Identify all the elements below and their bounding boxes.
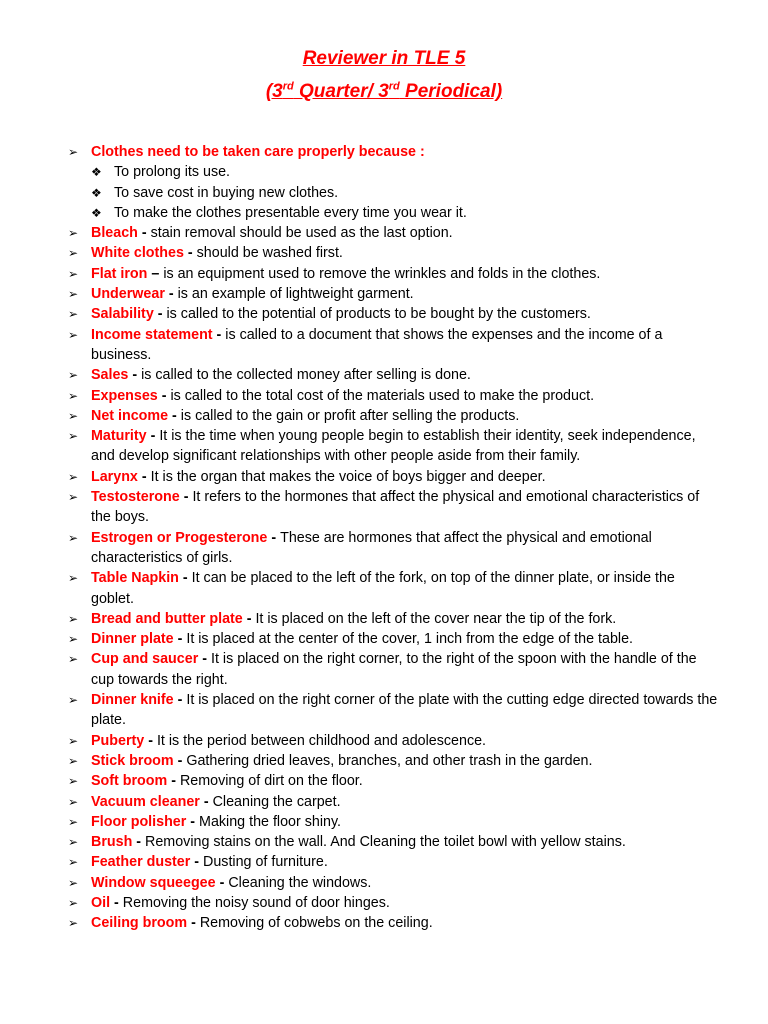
term-separator: - bbox=[173, 631, 187, 648]
term-list bbox=[68, 142, 718, 934]
term-label: Feather duster bbox=[91, 854, 191, 871]
arrow-bullet-icon: ➢ bbox=[68, 794, 79, 809]
term-label: Bread and butter plate bbox=[91, 610, 243, 627]
term-separator: - bbox=[186, 813, 200, 830]
term-definition: Removing the noisy sound of door hinges. bbox=[122, 894, 390, 911]
term-separator: - bbox=[215, 874, 229, 891]
list-item bbox=[68, 264, 718, 284]
arrow-bullet-icon: ➢ bbox=[68, 469, 79, 484]
term-definition: is an example of lightweight garment. bbox=[177, 286, 414, 303]
term-separator: - bbox=[267, 529, 281, 546]
list-item bbox=[68, 406, 718, 426]
term-separator: - bbox=[153, 306, 167, 323]
term-definition: It is placed on the left of the cover near the tip of the fork. bbox=[255, 610, 617, 627]
term-definition: Gathering dried leaves, branches, and other trash in the garden. bbox=[186, 752, 593, 769]
list-item bbox=[68, 832, 718, 852]
term-separator: - bbox=[178, 570, 192, 587]
subtitle-close: Periodical) bbox=[399, 81, 503, 102]
term-definition: These are hormones that affect the physical and emotional characteristics of girls. bbox=[91, 529, 652, 566]
term-label: Sales bbox=[91, 367, 129, 384]
list-item bbox=[68, 913, 718, 933]
term-label: Floor polisher bbox=[91, 813, 187, 830]
reason-text: To make the clothes presentable every time you wear it. bbox=[114, 204, 467, 221]
term-label: Flat iron bbox=[91, 265, 148, 282]
term-label: Maturity bbox=[91, 428, 147, 445]
term-separator: – bbox=[147, 265, 164, 282]
term-separator: - bbox=[212, 326, 226, 343]
diamond-bullet-icon: ❖ bbox=[91, 185, 102, 200]
list-item bbox=[68, 629, 718, 649]
arrow-bullet-icon: ➢ bbox=[68, 266, 79, 281]
list-item bbox=[68, 649, 718, 690]
arrow-bullet-icon: ➢ bbox=[68, 693, 79, 708]
list-item bbox=[68, 731, 718, 751]
term-definition: It is the time when young people begin to establish their identity, seek independence, and develop significant relationships with other people aside from their family. bbox=[91, 428, 696, 465]
list-item bbox=[68, 690, 718, 731]
term-definition: Dusting of furniture. bbox=[203, 854, 328, 871]
reason-item bbox=[91, 203, 718, 223]
arrow-bullet-icon: ➢ bbox=[68, 774, 79, 789]
term-definition: should be washed first. bbox=[196, 245, 343, 262]
arrow-bullet-icon: ➢ bbox=[68, 611, 79, 626]
term-separator: - bbox=[198, 651, 211, 668]
term-label: Soft broom bbox=[91, 773, 168, 790]
arrow-bullet-icon: ➢ bbox=[68, 368, 79, 383]
term-definition: is called to the collected money after selling is done. bbox=[141, 367, 471, 384]
list-item bbox=[68, 243, 718, 263]
arrow-bullet-icon: ➢ bbox=[68, 652, 79, 667]
diamond-bullet-icon: ❖ bbox=[91, 165, 102, 180]
term-label: Cup and saucer bbox=[91, 651, 199, 668]
term-definition: is called to the gain or profit after selling the products. bbox=[180, 407, 520, 424]
title-block bbox=[0, 46, 768, 105]
list-item bbox=[68, 365, 718, 385]
term-separator: - bbox=[110, 894, 123, 911]
term-separator: - bbox=[173, 692, 187, 709]
list-item bbox=[68, 304, 718, 324]
arrow-bullet-icon: ➢ bbox=[68, 875, 79, 890]
arrow-bullet-icon: ➢ bbox=[68, 246, 79, 261]
term-label: Underwear bbox=[91, 286, 165, 303]
reason-item bbox=[91, 162, 718, 182]
term-definition: It refers to the hormones that affect the physical and emotional characteristics of the boys. bbox=[91, 489, 700, 526]
list-item bbox=[68, 487, 718, 528]
term-definition: Removing of cobwebs on the ceiling. bbox=[199, 915, 433, 932]
term-label: Dinner knife bbox=[91, 692, 174, 709]
arrow-bullet-icon: ➢ bbox=[68, 895, 79, 910]
list-item bbox=[68, 751, 718, 771]
term-separator: - bbox=[168, 407, 181, 424]
term-separator: - bbox=[144, 732, 157, 749]
arrow-bullet-icon: ➢ bbox=[68, 632, 79, 647]
arrow-bullet-icon: ➢ bbox=[68, 814, 79, 829]
reason-list bbox=[91, 162, 718, 223]
list-item bbox=[68, 852, 718, 872]
term-definition: Cleaning the windows. bbox=[228, 874, 372, 891]
term-definition: Removing stains on the wall. And Cleaning the toilet bowl with yellow stains. bbox=[145, 834, 626, 851]
term-separator: - bbox=[146, 428, 160, 445]
reason-text: To prolong its use. bbox=[114, 164, 231, 181]
arrow-bullet-icon: ➢ bbox=[68, 855, 79, 870]
arrow-bullet-icon: ➢ bbox=[68, 327, 79, 342]
term-definition: Removing of dirt on the floor. bbox=[179, 773, 363, 790]
list-item bbox=[68, 467, 718, 487]
term-definition: It is placed on the right corner, to the right of the spoon with the handle of the cup towards the right. bbox=[91, 651, 697, 688]
term-definition: Cleaning the carpet. bbox=[212, 793, 341, 810]
diamond-bullet-icon: ❖ bbox=[91, 205, 102, 220]
term-definition: It is the period between childhood and adolescence. bbox=[156, 732, 487, 749]
arrow-bullet-icon: ➢ bbox=[68, 145, 79, 159]
term-separator: - bbox=[173, 752, 187, 769]
term-label: Larynx bbox=[91, 468, 138, 485]
term-definition: Making the floor shiny. bbox=[199, 813, 342, 830]
term-separator: - bbox=[157, 387, 171, 404]
reason-item bbox=[91, 183, 718, 203]
term-separator: - bbox=[199, 793, 213, 810]
term-separator: - bbox=[242, 610, 256, 627]
arrow-bullet-icon: ➢ bbox=[68, 733, 79, 748]
subtitle-sup-2: rd bbox=[388, 80, 400, 93]
list-item bbox=[68, 873, 718, 893]
list-item bbox=[68, 528, 718, 569]
list-item bbox=[68, 284, 718, 304]
arrow-bullet-icon: ➢ bbox=[68, 226, 79, 241]
term-label: Brush bbox=[91, 834, 133, 851]
arrow-bullet-icon: ➢ bbox=[68, 490, 79, 505]
subtitle-middle: Quarter/ 3 bbox=[293, 81, 389, 102]
list-item bbox=[68, 386, 718, 406]
term-definition: is called to the potential of products to be bought by the customers. bbox=[166, 306, 591, 323]
term-separator: - bbox=[179, 489, 193, 506]
term-separator: - bbox=[167, 773, 180, 790]
term-label: Puberty bbox=[91, 732, 145, 749]
list-item bbox=[68, 568, 718, 609]
arrow-bullet-icon: ➢ bbox=[68, 388, 79, 403]
intro-heading: Clothes need to be taken care properly because : bbox=[91, 144, 425, 160]
term-label: Dinner plate bbox=[91, 631, 174, 648]
arrow-bullet-icon: ➢ bbox=[68, 307, 79, 322]
document-subtitle bbox=[0, 79, 768, 105]
term-definition: It is placed at the center of the cover, 1 inch from the edge of the table. bbox=[186, 631, 633, 648]
term-label: Oil bbox=[91, 894, 111, 911]
term-separator: - bbox=[137, 225, 151, 242]
term-definition: It is placed on the right corner of the plate with the cutting edge directed towards the plate. bbox=[91, 692, 718, 729]
arrow-bullet-icon: ➢ bbox=[68, 408, 79, 423]
arrow-bullet-icon: ➢ bbox=[68, 429, 79, 444]
term-definition: is called to the total cost of the materials used to make the product. bbox=[170, 387, 595, 404]
term-label: Estrogen or Progesterone bbox=[91, 529, 268, 546]
term-label: Testosterone bbox=[91, 489, 180, 506]
term-label: Expenses bbox=[91, 387, 158, 404]
term-label: Stick broom bbox=[91, 752, 174, 769]
term-separator: - bbox=[132, 834, 146, 851]
term-label: Income statement bbox=[91, 326, 213, 343]
term-label: Net income bbox=[91, 407, 169, 424]
term-separator: - bbox=[190, 854, 204, 871]
list-item bbox=[68, 812, 718, 832]
arrow-bullet-icon: ➢ bbox=[68, 916, 79, 931]
arrow-bullet-icon: ➢ bbox=[68, 835, 79, 850]
term-definition: It can be placed to the left of the fork, on top of the dinner plate, or inside the goblet. bbox=[91, 570, 675, 607]
arrow-bullet-icon: ➢ bbox=[68, 571, 79, 586]
term-label: Window squeegee bbox=[91, 874, 216, 891]
list-item bbox=[68, 223, 718, 243]
term-label: Ceiling broom bbox=[91, 915, 188, 932]
list-item bbox=[68, 325, 718, 366]
subtitle-open: (3 bbox=[265, 81, 283, 102]
list-item bbox=[68, 792, 718, 812]
term-definition: It is the organ that makes the voice of boys bigger and deeper. bbox=[150, 468, 546, 485]
term-definition: is an equipment used to remove the wrinkles and folds in the clothes. bbox=[163, 265, 601, 282]
term-label: Salability bbox=[91, 306, 154, 323]
term-separator: - bbox=[183, 245, 197, 262]
arrow-bullet-icon: ➢ bbox=[68, 287, 79, 302]
subtitle-sup-1: rd bbox=[282, 80, 294, 93]
list-item bbox=[68, 893, 718, 913]
document-title: Reviewer in TLE 5 bbox=[302, 48, 466, 69]
term-label: Vacuum cleaner bbox=[91, 793, 200, 810]
term-label: Table Napkin bbox=[91, 570, 179, 587]
list-item bbox=[68, 771, 718, 791]
term-separator: - bbox=[164, 286, 178, 303]
term-separator: - bbox=[187, 915, 200, 932]
arrow-bullet-icon: ➢ bbox=[68, 753, 79, 768]
term-label: Bleach bbox=[91, 225, 138, 242]
term-label: White clothes bbox=[91, 245, 184, 262]
reason-text: To save cost in buying new clothes. bbox=[114, 184, 339, 201]
list-item bbox=[68, 609, 718, 629]
intro-item bbox=[68, 142, 718, 223]
list-item bbox=[68, 426, 718, 467]
term-definition: stain removal should be used as the last option. bbox=[150, 225, 453, 242]
term-separator: - bbox=[137, 468, 151, 485]
term-separator: - bbox=[128, 367, 142, 384]
term-definition: is called to a document that shows the expenses and the income of a business. bbox=[91, 326, 663, 363]
arrow-bullet-icon: ➢ bbox=[68, 530, 79, 545]
